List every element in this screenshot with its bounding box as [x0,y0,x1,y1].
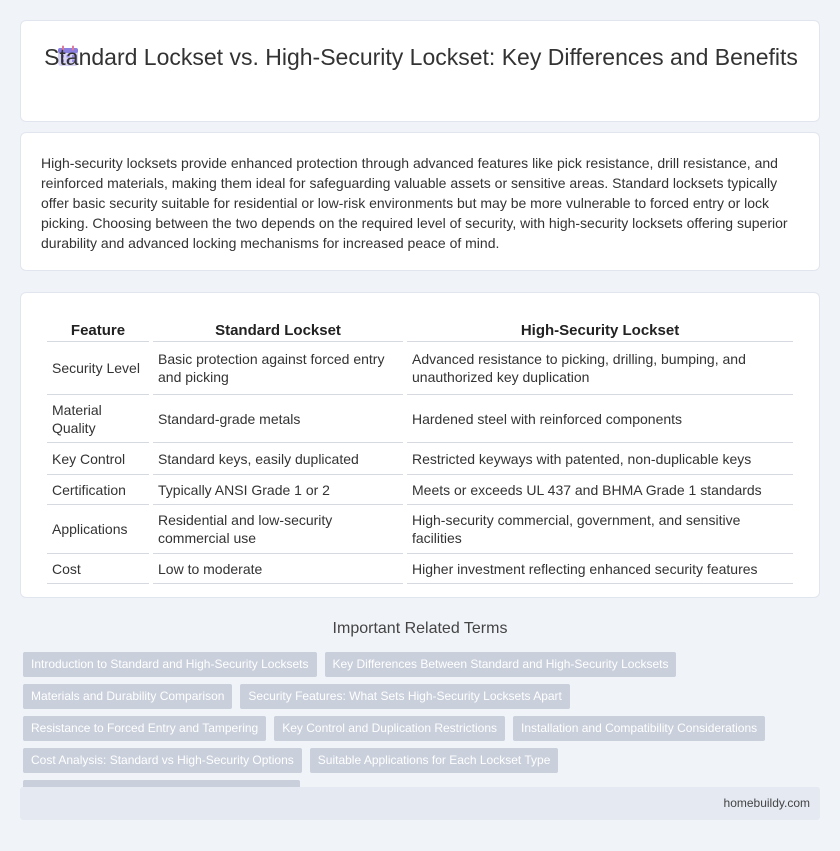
table-row [47,342,793,395]
row-feature: Applications [47,505,149,554]
comparison-table-card [20,292,820,598]
related-terms-title: Important Related Terms [332,620,508,637]
table-header-row [47,313,793,342]
row-high-security: Hardened steel with reinforced components [407,395,793,443]
row-feature: Key Control [47,443,149,475]
header-card [20,20,820,122]
row-high-security: Meets or exceeds UL 437 and BHMA Grade 1 standards [407,475,793,505]
row-standard: Residential and low-security commercial use [153,505,403,554]
row-standard: Basic protection against forced entry and picking [153,342,403,395]
related-term-tag[interactable]: Introduction to Standard and High-Security Locksets [23,652,317,677]
related-term-tag[interactable]: Installation and Compatibility Considerations [513,716,765,741]
table-row [47,443,793,475]
intro-card [20,132,820,271]
row-standard: Standard keys, easily duplicated [153,443,403,475]
row-feature: Security Level [47,342,149,395]
related-term-tag[interactable]: Security Features: What Sets High-Security Locksets Apart [240,684,569,709]
related-term-tag[interactable]: Suitable Applications for Each Lockset Type [310,748,559,773]
site-name[interactable]: homebuildy.com [723,796,810,810]
related-term-tag[interactable]: Materials and Durability Comparison [23,684,232,709]
related-term-tag[interactable]: Resistance to Forced Entry and Tampering [23,716,266,741]
table-row [47,475,793,505]
row-standard: Typically ANSI Grade 1 or 2 [153,475,403,505]
related-term-tag[interactable]: Key Differences Between Standard and High-Security Locksets [325,652,677,677]
row-high-security: Advanced resistance to picking, drilling, bumping, and unauthorized key duplication [407,342,793,395]
header-high-security: High-Security Lockset [407,313,793,342]
row-feature: Material Quality [47,395,149,443]
header-standard: Standard Lockset [153,313,403,342]
table-row [47,395,793,443]
row-standard: Low to moderate [153,554,403,584]
row-high-security: Restricted keyways with patented, non-duplicable keys [407,443,793,475]
table-row [47,554,793,584]
intro-paragraph: High-security locksets provide enhanced protection through advanced features like pick resistance, drill resistance, and reinforced materials, making them ideal for safeguarding valuable assets or sensitive areas. Standard locksets typically offer basic security suitable for residential or low-risk environments but may be more vulnerable to forced entry or lock picking. Choosing between the two depends on the required level of security, with high-security locksets offering superior durability and advanced locking mechanisms for increased peace of mind. [41,155,788,251]
table-row [47,505,793,554]
header-feature: Feature [47,313,149,342]
page-title: Standard Lockset vs. High-Security Lockset: Key Differences and Benefits [44,44,798,70]
footer [20,787,820,820]
row-high-security: High-security commercial, government, and sensitive facilities [407,505,793,554]
row-standard: Standard-grade metals [153,395,403,443]
row-feature: Certification [47,475,149,505]
row-high-security: Higher investment reflecting enhanced security features [407,554,793,584]
row-feature: Cost [47,554,149,584]
comparison-table [43,313,797,584]
related-term-tag[interactable]: Key Control and Duplication Restrictions [274,716,505,741]
related-term-tag[interactable]: Cost Analysis: Standard vs High-Security Options [23,748,302,773]
